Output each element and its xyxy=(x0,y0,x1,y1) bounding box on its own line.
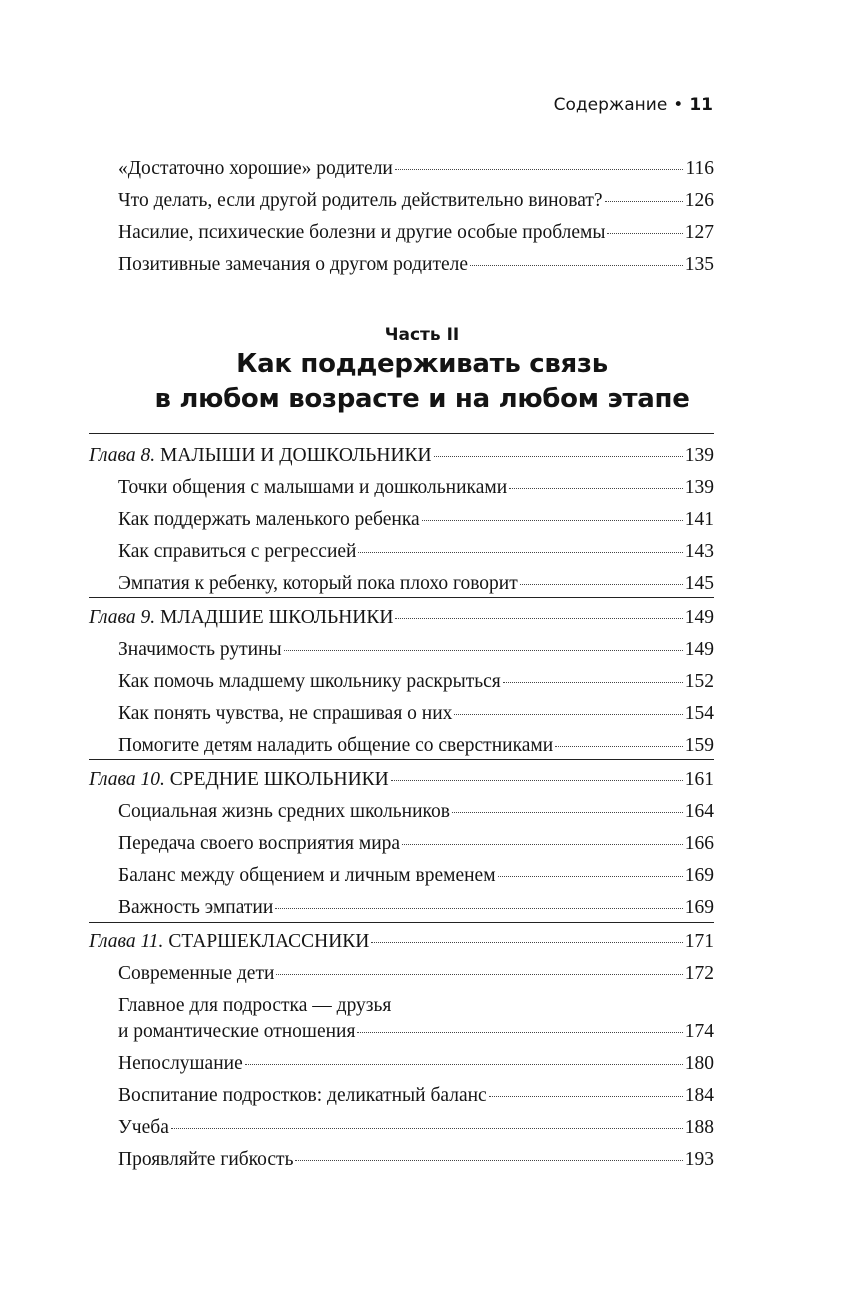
toc-entry-page: 169 xyxy=(684,897,714,918)
toc-entry-page: 180 xyxy=(684,1053,714,1074)
chapter-prefix: Глава 8. xyxy=(89,445,156,466)
toc-entry xyxy=(118,476,714,500)
dot-leader xyxy=(555,746,683,747)
toc-entry-page: 126 xyxy=(684,190,714,211)
toc-entry-page: 174 xyxy=(684,1021,714,1042)
chapter-page: 171 xyxy=(684,931,714,952)
toc-entry xyxy=(118,832,714,856)
toc-entry xyxy=(118,638,714,662)
dot-leader xyxy=(434,456,683,457)
dot-leader xyxy=(295,1160,682,1161)
toc-entry-title: Баланс между общением и личным временем xyxy=(118,865,496,886)
chapter-title: МЛАДШИЕ ШКОЛЬНИКИ xyxy=(160,607,394,628)
toc-entry-title: Значимость рутины xyxy=(118,639,282,660)
toc-entry xyxy=(118,1116,714,1140)
toc-entry xyxy=(118,864,714,888)
toc-entry-page: 149 xyxy=(684,639,714,660)
toc-entry-title: Социальная жизнь средних школьников xyxy=(118,801,450,822)
toc-entry-title: Позитивные замечания о другом родителе xyxy=(118,254,469,275)
toc-entry xyxy=(118,800,714,824)
chapter-divider xyxy=(89,922,714,923)
toc-entry-title: Помогите детям наладить общение со сверстниками xyxy=(118,735,554,756)
toc-entry xyxy=(118,157,714,181)
dot-leader xyxy=(276,974,682,975)
dot-leader xyxy=(391,780,683,781)
toc-entry-title: Как поддержать маленького ребенка xyxy=(118,509,420,530)
toc-entry-page: 152 xyxy=(684,671,714,692)
chapter-entry xyxy=(89,930,714,954)
toc-entry-page: 127 xyxy=(684,222,714,243)
toc-entry-page: 184 xyxy=(684,1085,714,1106)
toc-entry-page: 139 xyxy=(684,477,714,498)
toc-entry-page: 159 xyxy=(684,735,714,756)
toc-entry-page: 154 xyxy=(684,703,714,724)
chapter-title: МАЛЫШИ И ДОШКОЛЬНИКИ xyxy=(160,445,432,466)
toc-entry-title: Проявляйте гибкость xyxy=(118,1149,294,1170)
dot-leader xyxy=(358,552,682,553)
toc-entry-title-line-1: Главное для подростка — друзья xyxy=(118,995,392,1016)
dot-leader xyxy=(357,1032,682,1033)
chapter-prefix: Глава 11. xyxy=(89,931,164,952)
dot-leader xyxy=(395,169,684,170)
dot-leader xyxy=(454,714,682,715)
toc-entry xyxy=(118,734,714,758)
toc-entry-page: 141 xyxy=(684,509,714,530)
dot-leader xyxy=(245,1064,683,1065)
toc-entry xyxy=(118,253,714,277)
dot-leader xyxy=(452,812,683,813)
toc-entry-page: 193 xyxy=(684,1149,714,1170)
dot-leader xyxy=(171,1128,683,1129)
dot-leader xyxy=(520,584,683,585)
toc-entry-title: Насилие, психические болезни и другие особые проблемы xyxy=(118,222,606,243)
part-title-line-2: в любом возрасте и на любом этапе xyxy=(154,384,690,414)
toc-entry-page: 169 xyxy=(684,865,714,886)
running-head-separator: • xyxy=(673,95,684,115)
dot-leader xyxy=(284,650,683,651)
dot-leader xyxy=(402,844,683,845)
running-head-section: Содержание xyxy=(553,95,668,115)
chapter-entry xyxy=(89,768,714,792)
toc-entry-page: 164 xyxy=(684,801,714,822)
toc-entry xyxy=(118,572,714,596)
toc-entry xyxy=(118,670,714,694)
toc-entry xyxy=(118,1052,714,1076)
toc-entry xyxy=(118,221,714,245)
toc-entry xyxy=(118,702,714,726)
toc-entry-title: Современные дети xyxy=(118,963,275,984)
toc-entry-page: 116 xyxy=(685,158,714,179)
part-label: Часть II xyxy=(384,325,460,345)
toc-entry xyxy=(118,508,714,532)
chapter-divider xyxy=(89,759,714,760)
toc-entry xyxy=(118,896,714,920)
toc-entry-title: Непослушание xyxy=(118,1053,243,1074)
chapter-title: СРЕДНИЕ ШКОЛЬНИКИ xyxy=(169,769,389,790)
toc-entry-page: 166 xyxy=(684,833,714,854)
toc-entry-page: 145 xyxy=(684,573,714,594)
dot-leader xyxy=(422,520,683,521)
toc-entry xyxy=(118,1020,714,1044)
toc-entry-title: и романтические отношения xyxy=(118,1021,356,1042)
toc-entry xyxy=(118,540,714,564)
chapter-divider xyxy=(89,597,714,598)
chapter-prefix: Глава 10. xyxy=(89,769,165,790)
dot-leader xyxy=(605,201,683,202)
toc-entry-title: Как понять чувства, не спрашивая о них xyxy=(118,703,453,724)
chapter-title: СТАРШЕКЛАССНИКИ xyxy=(168,931,370,952)
chapter-page: 161 xyxy=(684,769,714,790)
toc-entry-title: Как справиться с регрессией xyxy=(118,541,357,562)
toc-entry-title: Передача своего восприятия мира xyxy=(118,833,401,854)
toc-entry-title: Важность эмпатии xyxy=(118,897,274,918)
toc-entry-title: «Достаточно хорошие» родители xyxy=(118,158,393,179)
toc-entry-title: Учеба xyxy=(118,1117,169,1138)
chapter-page: 139 xyxy=(684,445,714,466)
toc-entry xyxy=(118,189,714,213)
dot-leader xyxy=(371,942,682,943)
chapter-entry xyxy=(89,606,714,630)
dot-leader xyxy=(395,618,682,619)
toc-entry-page: 135 xyxy=(684,254,714,275)
toc-entry-page: 143 xyxy=(684,541,714,562)
dot-leader xyxy=(607,233,682,234)
toc-entry-page: 188 xyxy=(684,1117,714,1138)
chapter-entry xyxy=(89,444,714,468)
toc-entry-title: Как помочь младшему школьнику раскрыться xyxy=(118,671,501,692)
running-head xyxy=(554,95,713,115)
dot-leader xyxy=(489,1096,683,1097)
toc-entry xyxy=(118,962,714,986)
chapter-page: 149 xyxy=(684,607,714,628)
toc-entry-title: Эмпатия к ребенку, который пока плохо говорит xyxy=(118,573,518,594)
dot-leader xyxy=(275,908,682,909)
part-title-line-1: Как поддерживать связь xyxy=(236,349,608,379)
chapter-prefix: Глава 9. xyxy=(89,607,156,628)
dot-leader xyxy=(509,488,683,489)
toc-entry-title: Воспитание подростков: деликатный баланс xyxy=(118,1085,487,1106)
toc-entry-title: Точки общения с малышами и дошкольниками xyxy=(118,477,508,498)
dot-leader xyxy=(503,682,683,683)
toc-entry-page: 172 xyxy=(684,963,714,984)
dot-leader xyxy=(498,876,683,877)
running-head-page-number: 11 xyxy=(689,95,713,115)
toc-entry xyxy=(118,1084,714,1108)
dot-leader xyxy=(470,265,683,266)
chapter-divider xyxy=(89,433,714,434)
toc-entry xyxy=(118,1148,714,1172)
toc-entry-title: Что делать, если другой родитель действительно виноват? xyxy=(118,190,603,211)
